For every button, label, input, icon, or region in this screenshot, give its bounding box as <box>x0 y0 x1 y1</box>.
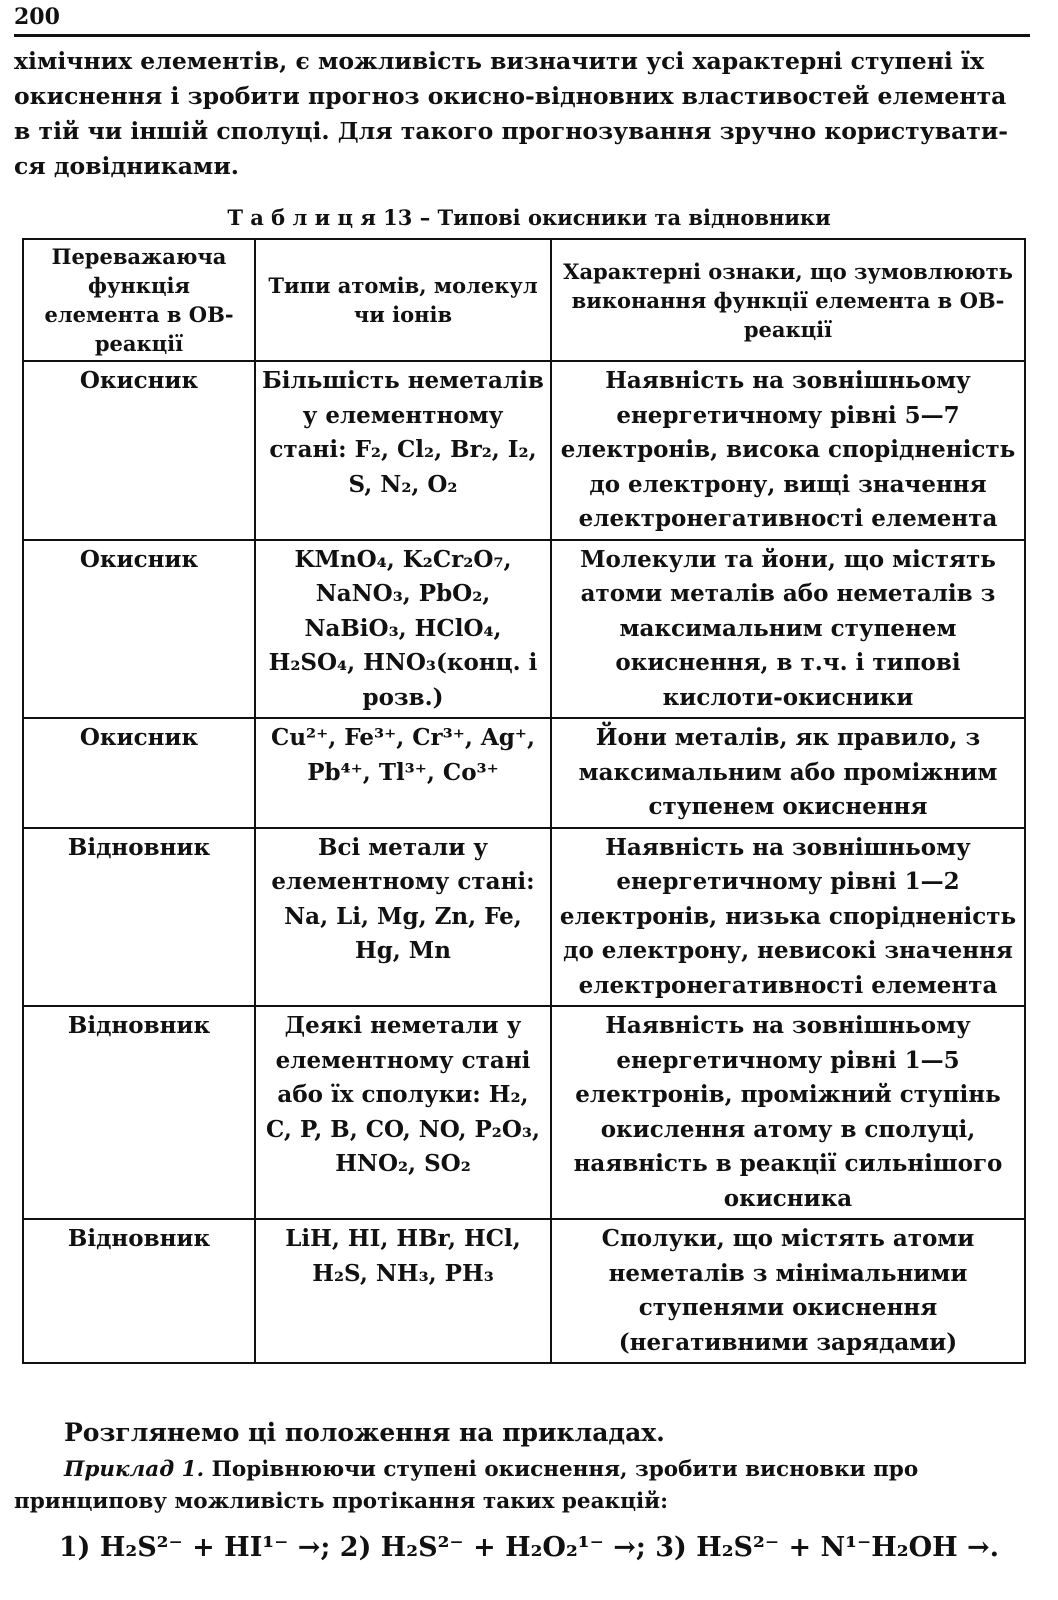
cell-types: LiH, HI, HBr, HCl, H₂S, NH₃, PH₃ <box>255 1219 551 1363</box>
cell-features: Наявність на зовнішньому енергетичному рівні 5—7 електронів, висока спорідненість до електрону, вищі значення електронегативності елемента <box>551 361 1025 540</box>
example-1-label: Приклад 1. <box>64 1457 205 1482</box>
cell-types: KMnO₄, K₂Cr₂O₇, NaNO₃, PbO₂, NaBiO₃, HClO₄, H₂SO₄, HNO₃(конц. і розв.) <box>255 540 551 719</box>
intro-line: окиснення і зробити прогноз окисно-відновних властивостей елемента <box>14 82 1007 110</box>
table-row <box>23 1219 1025 1363</box>
header-features: Характерні ознаки, що зумовлюють виконання функції елемента в ОВ-реакції <box>551 239 1025 361</box>
cell-function: Відновник <box>23 828 255 1007</box>
cell-types: Більшість неметалів у елементному стані: F₂, Cl₂, Br₂, I₂, S, N₂, O₂ <box>255 361 551 540</box>
intro-line: в тій чи іншій сполуці. Для такого прогнозування зручно користувати- <box>14 117 1009 145</box>
intro-line: ся довідниками. <box>14 152 239 180</box>
oxidizers-reducers-table <box>22 238 1026 1364</box>
cell-function: Відновник <box>23 1219 255 1363</box>
table-header-row <box>23 239 1025 361</box>
table-row <box>23 1006 1025 1219</box>
cell-features: Йони металів, як правило, з максимальним або проміжним ступенем окиснення <box>551 718 1025 828</box>
example-1-body: Порівнюючи ступені окиснення, зробити висновки про принципову можливість протікання таких реакцій: <box>14 1457 919 1514</box>
table-row <box>23 361 1025 540</box>
header-types: Типи атомів, молекул чи іонів <box>255 239 551 361</box>
cell-function: Окисник <box>23 718 255 828</box>
cell-function: Відновник <box>23 1006 255 1219</box>
cell-features: Наявність на зовнішньому енергетичному рівні 1—5 електронів, проміжний ступінь окислення атому в сполуці, наявність в реакції сильнішого окисника <box>551 1006 1025 1219</box>
table-row <box>23 540 1025 719</box>
table-row <box>23 718 1025 828</box>
header-rule <box>14 34 1030 37</box>
cell-features: Молекули та йони, що містять атоми металів або неметалів з максимальним ступенем окиснення, в т.ч. і типові кислоти-окисники <box>551 540 1025 719</box>
cell-function: Окисник <box>23 361 255 540</box>
cell-features: Наявність на зовнішньому енергетичному рівні 1—2 електронів, низька спорідненість до електрону, невисокі значення електронегативності елемента <box>551 828 1025 1007</box>
header-function: Переважаюча функція елемента в ОВ-реакції <box>23 239 255 361</box>
cell-types: Деякі неметали у елементному стані або їх сполуки: H₂, C, P, B, CO, NO, P₂O₃, HNO₂, SO₂ <box>255 1006 551 1219</box>
reaction-formulas: 1) H₂S²⁻ + HI¹⁻ →; 2) H₂S²⁻ + H₂O₂¹⁻ →; 3) H₂S²⁻ + N¹⁻H₂OH →. <box>58 1532 1000 1563</box>
page-number: 200 <box>14 4 60 30</box>
example-1 <box>14 1454 1030 1518</box>
example-1-text <box>14 1454 1030 1518</box>
examples-heading: Розглянемо ці положення на прикладах. <box>64 1418 665 1447</box>
intro-line: хімічних елементів, є можливість визначити усі характерні ступені їх <box>14 47 984 75</box>
table-caption: Т а б л и ц я 13 – Типові окисники та відновники <box>227 205 831 230</box>
cell-types: Всі метали у елементному стані: Na, Li, Mg, Zn, Fe, Hg, Mn <box>255 828 551 1007</box>
cell-function: Окисник <box>23 540 255 719</box>
intro-paragraph <box>14 44 1030 184</box>
cell-types: Cu²⁺, Fe³⁺, Cr³⁺, Ag⁺, Pb⁴⁺, Tl³⁺, Co³⁺ <box>255 718 551 828</box>
cell-features: Сполуки, що містять атоми неметалів з мінімальними ступенями окиснення (негативними зарядами) <box>551 1219 1025 1363</box>
table-row <box>23 828 1025 1007</box>
